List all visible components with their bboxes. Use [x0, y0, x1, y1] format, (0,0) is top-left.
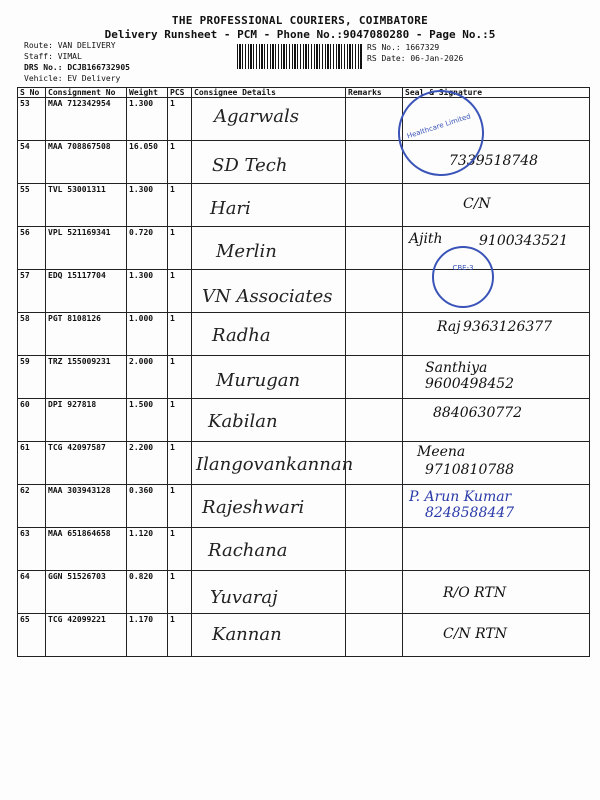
- cell-remarks: [346, 571, 403, 614]
- cell-sno: 55: [18, 184, 46, 227]
- table-row: [18, 485, 590, 528]
- handwritten-consignee: Kannan: [212, 624, 282, 645]
- cell-remarks: [346, 98, 403, 141]
- cell-pcs: 1: [168, 399, 192, 442]
- handwritten-consignee: Hari: [210, 198, 251, 219]
- cell-pcs: 1: [168, 485, 192, 528]
- table-row: [18, 98, 590, 141]
- handwritten-phone: 9100343521: [479, 233, 569, 249]
- cell-pcs: 1: [168, 442, 192, 485]
- cell-sno: 58: [18, 313, 46, 356]
- cell-pcs: 1: [168, 270, 192, 313]
- cell-pcs: 1: [168, 227, 192, 270]
- cell-pcs: 1: [168, 571, 192, 614]
- cell-signature: [403, 313, 590, 356]
- cell-weight: 1.170: [127, 614, 168, 657]
- cell-sno: 65: [18, 614, 46, 657]
- col-consignment: Consignment No: [46, 88, 127, 98]
- cell-consignment-no: GGN 51526703: [46, 571, 127, 614]
- cell-consignee: [192, 270, 346, 313]
- handwritten-consignee: Murugan: [216, 370, 301, 391]
- cell-remarks: [346, 270, 403, 313]
- cell-pcs: 1: [168, 98, 192, 141]
- handwritten-signature: Meena: [417, 444, 466, 460]
- handwritten-signature: C/N: [463, 196, 491, 212]
- handwritten-consignee: Ilangovankannan: [196, 454, 354, 475]
- handwritten-signature: P. Arun Kumar: [409, 489, 512, 505]
- cell-sno: 62: [18, 485, 46, 528]
- table-row: [18, 227, 590, 270]
- route-info: [24, 40, 130, 84]
- round-seal: [432, 246, 494, 308]
- cell-consignment-no: EDQ 15117704: [46, 270, 127, 313]
- cell-consignee: [192, 227, 346, 270]
- cell-remarks: [346, 614, 403, 657]
- cell-remarks: [346, 141, 403, 184]
- cell-remarks: [346, 442, 403, 485]
- cell-consignee: [192, 98, 346, 141]
- cell-signature: [403, 227, 590, 273]
- cell-consignee: [192, 571, 346, 614]
- rs-number: RS No.: 1667329: [367, 43, 440, 52]
- cell-consignee: [192, 141, 346, 184]
- cell-consignment-no: MAA 712342954: [46, 98, 127, 141]
- cell-weight: 1.300: [127, 184, 168, 227]
- cell-sno: 59: [18, 356, 46, 399]
- table-row: [18, 571, 590, 614]
- handwritten-signature: Ajith: [409, 231, 443, 247]
- table-row: [18, 141, 590, 184]
- seal-text: Healthcare Limited: [405, 111, 472, 140]
- cell-weight: 2.000: [127, 356, 168, 399]
- vehicle: Vehicle: EV Delivery: [24, 74, 121, 83]
- cell-consignment-no: DPI 927818: [46, 399, 127, 442]
- cell-remarks: [346, 356, 403, 399]
- cell-sno: 63: [18, 528, 46, 571]
- handwritten-signature: R/O RTN: [443, 585, 507, 601]
- cell-consignment-no: MAA 651864658: [46, 528, 127, 571]
- cell-weight: 1.000: [127, 313, 168, 356]
- handwritten-consignee: Rajeshwari: [202, 497, 305, 518]
- handwritten-consignee: Radha: [212, 325, 271, 346]
- cell-sno: 64: [18, 571, 46, 614]
- cell-consignee: [192, 442, 354, 485]
- drs-number: DRS No.: DCJB166732905: [24, 63, 130, 72]
- cell-remarks: [346, 399, 403, 442]
- barcode-image: [237, 44, 363, 69]
- cell-signature: [403, 614, 590, 657]
- cell-signature: [403, 442, 590, 485]
- table-row: [18, 356, 590, 399]
- col-consignee: Consignee Details: [192, 88, 346, 98]
- handwritten-phone: 8248588447: [425, 505, 515, 521]
- handwritten-signature: Raj: [437, 319, 461, 335]
- cell-consignee: [192, 614, 346, 657]
- cell-pcs: 1: [168, 141, 192, 184]
- cell-signature: [403, 270, 590, 313]
- handwritten-consignee: VN Associates: [202, 286, 333, 307]
- rs-date: RS Date: 06-Jan-2026: [367, 54, 464, 63]
- cell-weight: 1.300: [127, 98, 168, 141]
- handwritten-phone: 8840630772: [433, 405, 523, 421]
- cell-weight: 1.500: [127, 399, 168, 442]
- cell-pcs: 1: [168, 184, 192, 227]
- cell-sno: 57: [18, 270, 46, 313]
- cell-signature: [403, 528, 590, 571]
- cell-signature: [403, 356, 590, 399]
- table-row: [18, 270, 590, 313]
- cell-consignment-no: TCG 42099221: [46, 614, 127, 657]
- cell-remarks: [346, 528, 403, 571]
- cell-consignee: [192, 313, 346, 356]
- cell-consignment-no: TCG 42097587: [46, 442, 127, 485]
- handwritten-phone: 9363126377: [463, 319, 553, 335]
- cell-sno: 53: [18, 98, 46, 141]
- cell-remarks: [346, 485, 403, 528]
- cell-sno: 60: [18, 399, 46, 442]
- cell-consignee: [192, 184, 346, 227]
- cell-consignment-no: VPL 521169341: [46, 227, 127, 270]
- handwritten-phone: 9600498452: [425, 376, 515, 392]
- cell-sno: 56: [18, 227, 46, 270]
- table-row: [18, 442, 590, 485]
- cell-remarks: [346, 227, 403, 270]
- cell-sno: 61: [18, 442, 46, 485]
- cell-consignment-no: MAA 708867508: [46, 141, 127, 184]
- cell-weight: 1.300: [127, 270, 168, 313]
- table-row: [18, 184, 590, 227]
- staff: Staff: VIMAL: [24, 52, 82, 61]
- handwritten-consignee: Agarwals: [214, 106, 299, 127]
- cell-consignee: [192, 399, 346, 442]
- cell-weight: 0.720: [127, 227, 168, 270]
- route: Route: VAN DELIVERY: [24, 41, 116, 50]
- handwritten-phone: 9710810788: [425, 462, 515, 478]
- handwritten-consignee: Rachana: [208, 540, 288, 561]
- cell-sno: 54: [18, 141, 46, 184]
- cell-signature: [403, 485, 590, 528]
- cell-consignee: [192, 485, 346, 528]
- table-row: [18, 399, 590, 442]
- cell-consignee: [192, 528, 346, 571]
- table-header-row: [18, 88, 590, 98]
- cell-weight: 0.360: [127, 485, 168, 528]
- cell-consignee: [192, 356, 346, 399]
- cell-consignment-no: TRZ 155009231: [46, 356, 127, 399]
- cell-consignment-no: MAA 303943128: [46, 485, 127, 528]
- handwritten-signature: Santhiya: [425, 360, 488, 376]
- table-row: [18, 313, 590, 356]
- cell-weight: 16.050: [127, 141, 168, 184]
- cell-signature: [403, 571, 590, 614]
- handwritten-consignee: Kabilan: [208, 411, 278, 432]
- cell-signature: [403, 184, 590, 227]
- col-sno: S No: [18, 88, 46, 98]
- cell-pcs: 1: [168, 313, 192, 356]
- cell-remarks: [346, 313, 403, 356]
- handwritten-consignee: Yuvaraj: [210, 587, 278, 608]
- col-weight: Weight: [127, 88, 168, 98]
- company-title: THE PROFESSIONAL COURIERS, COIMBATORE: [171, 14, 429, 27]
- handwritten-signature: C/N RTN: [443, 626, 508, 642]
- col-remarks: Remarks: [346, 88, 403, 98]
- col-pcs: PCS: [168, 88, 192, 98]
- cell-weight: 0.820: [127, 571, 168, 614]
- table-row: [18, 528, 590, 571]
- cell-weight: 2.200: [127, 442, 168, 485]
- runsheet-subtitle: Delivery Runsheet - PCM - Phone No.:9047080280 - Page No.:5: [104, 28, 496, 41]
- cell-consignment-no: TVL 53001311: [46, 184, 127, 227]
- cell-weight: 1.120: [127, 528, 168, 571]
- rs-info: [367, 42, 463, 64]
- cell-signature: [403, 399, 590, 442]
- cell-remarks: [346, 184, 403, 227]
- handwritten-consignee: SD Tech: [212, 155, 288, 176]
- seal-text: CBE-3: [452, 264, 474, 273]
- col-seal-signature: Seal & Signature: [403, 88, 590, 98]
- cell-consignment-no: PGT 8108126: [46, 313, 127, 356]
- handwritten-phone: 7339518748: [449, 153, 539, 169]
- runsheet-table: [17, 87, 590, 657]
- cell-pcs: 1: [168, 528, 192, 571]
- handwritten-consignee: Merlin: [216, 241, 277, 262]
- table-row: [18, 614, 590, 657]
- cell-pcs: 1: [168, 356, 192, 399]
- cell-pcs: 1: [168, 614, 192, 657]
